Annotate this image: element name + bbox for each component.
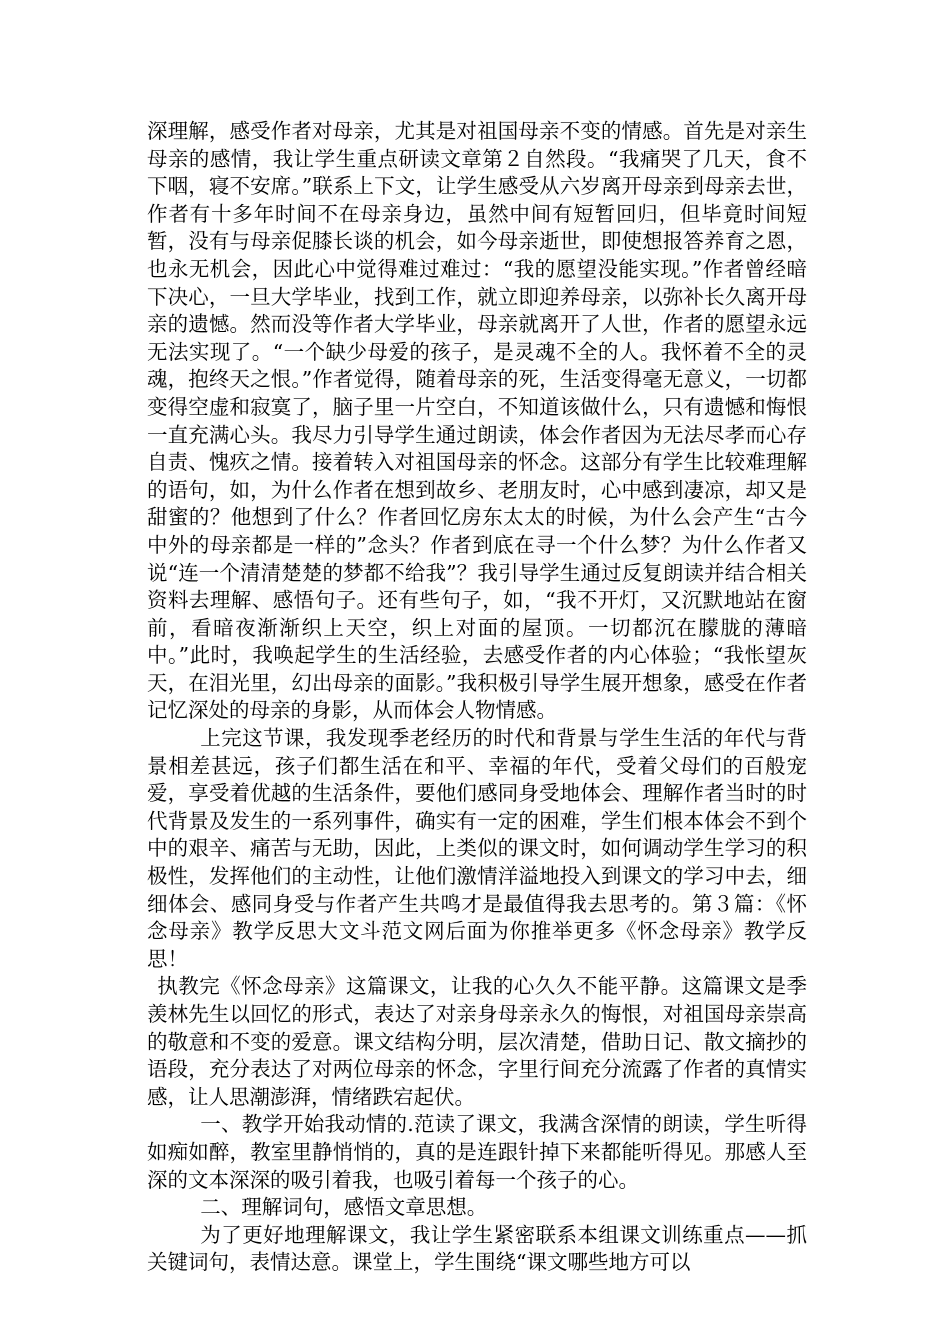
- paragraph-2: 上完这节课，我发现季老经历的时代和背景与学生生活的年代与背景相差甚远，孩子们都生活在和平、幸福的年代，受着父母们的百般宠爱，享受着优越的生活条件，要他们感同身受地体会、理解作者当时的时代背景及发生的一系列事件，确实有一定的困难，学生们根本体会不到个中的艰辛、痛苦与无助，因此，上类似的课文时，如何调动学生学习的积极性，发挥他们的主动性，让他们激情洋溢地投入到课文的学习中去，细细体会、感同身受与作者产生共鸣才是最值得我去思考的。第３篇：《怀念母亲》教学反思大文斗范文网后面为你推举更多《怀念母亲》教学反思！: [147, 726, 807, 971]
- paragraph-5: 二、理解词句，感悟文章思想。: [200, 1195, 488, 1220]
- paragraph-6: 为了更好地理解课文，我让学生紧密联系本组课文训练重点——抓关键词句，表情达意。课堂上，学生围绕“课文哪些地方可以: [147, 1222, 807, 1275]
- document-body: [147, 118, 807, 1277]
- paragraph-1: 深理解，感受作者对母亲，尤其是对祖国母亲不变的情感。首先是对亲生母亲的感情，我让学生重点研读文章第２自然段。“我痛哭了几天，食不下咽，寝不安席。”联系上下文，让学生感受从六岁离开母亲到母亲去世，作者有十多年时间不在母亲身边，虽然中间有短暂回归，但毕竟时间短暂，没有与母亲促膝长谈的机会，如今母亲逝世，即使想报答养育之恩，也永无机会，因此心中觉得难过难过：“我的愿望没能实现。”作者曾经暗下决心，一旦大学毕业，找到工作，就立即迎养母亲，以弥补长久离开母亲的遗憾。然而没等作者大学毕业，母亲就离开了人世，作者的愿望永远无法实现了。“一个缺少母爱的孩子，是灵魂不全的人。我怀着不全的灵魂，抱终天之恨。”作者觉得，随着母亲的死，生活变得毫无意义，一切都变得空虚和寂寞了，脑子里一片空白，不知道该做什么，只有遗憾和悔恨一直充满心头。我尽力引导学生通过朗读，体会作者因为无法尽孝而心存自责、愧疚之情。接着转入对祖国母亲的怀念。这部分有学生比较难理解的语句，如，为什么作者在想到故乡、老朋友时，心中感到凄凉，却又是甜蜜的？他想到了什么？作者回忆房东太太的时候，为什么会产生“古今中外的母亲都是一样的”念头？作者到底在寻一个什么梦？为什么作者又说“连一个清清楚楚的梦都不给我”？我引导学生通过反复朗读并结合相关资料去理解、感悟句子。还有些句子，如，“我不开灯，又沉默地站在窗前，看暗夜渐渐织上天空，织上对面的屋顶。一切都沉在朦胧的薄暗中。”此时，我唤起学生的生活经验，去感受作者的内心体验；“我怅望灰天，在泪光里，幻出母亲的面影。”我积极引导学生展开想象，感受在作者记忆深处的母亲的身影，从而体会人物情感。: [147, 119, 807, 723]
- paragraph-3: 执教完《怀念母亲》这篇课文，让我的心久久不能平静。这篇课文是季羡林先生以回忆的形式，表达了对亲身母亲永久的悔恨，对祖国母亲崇高的敬意和不变的爱意。课文结构分明，层次清楚，借助日记、散文摘抄的语段，充分表达了对两位母亲的怀念，字里行间充分流露了作者的真情实感，让人思潮澎湃，情绪跌宕起伏。: [147, 974, 807, 1109]
- paragraph-4: 一、教学开始我动情的.范读了课文，我满含深情的朗读，学生听得如痴如醉，教室里静悄悄的，真的是连跟针掉下来都能听得见。那感人至深的文本深深的吸引着我，也吸引着每一个孩子的心。: [147, 1112, 807, 1192]
